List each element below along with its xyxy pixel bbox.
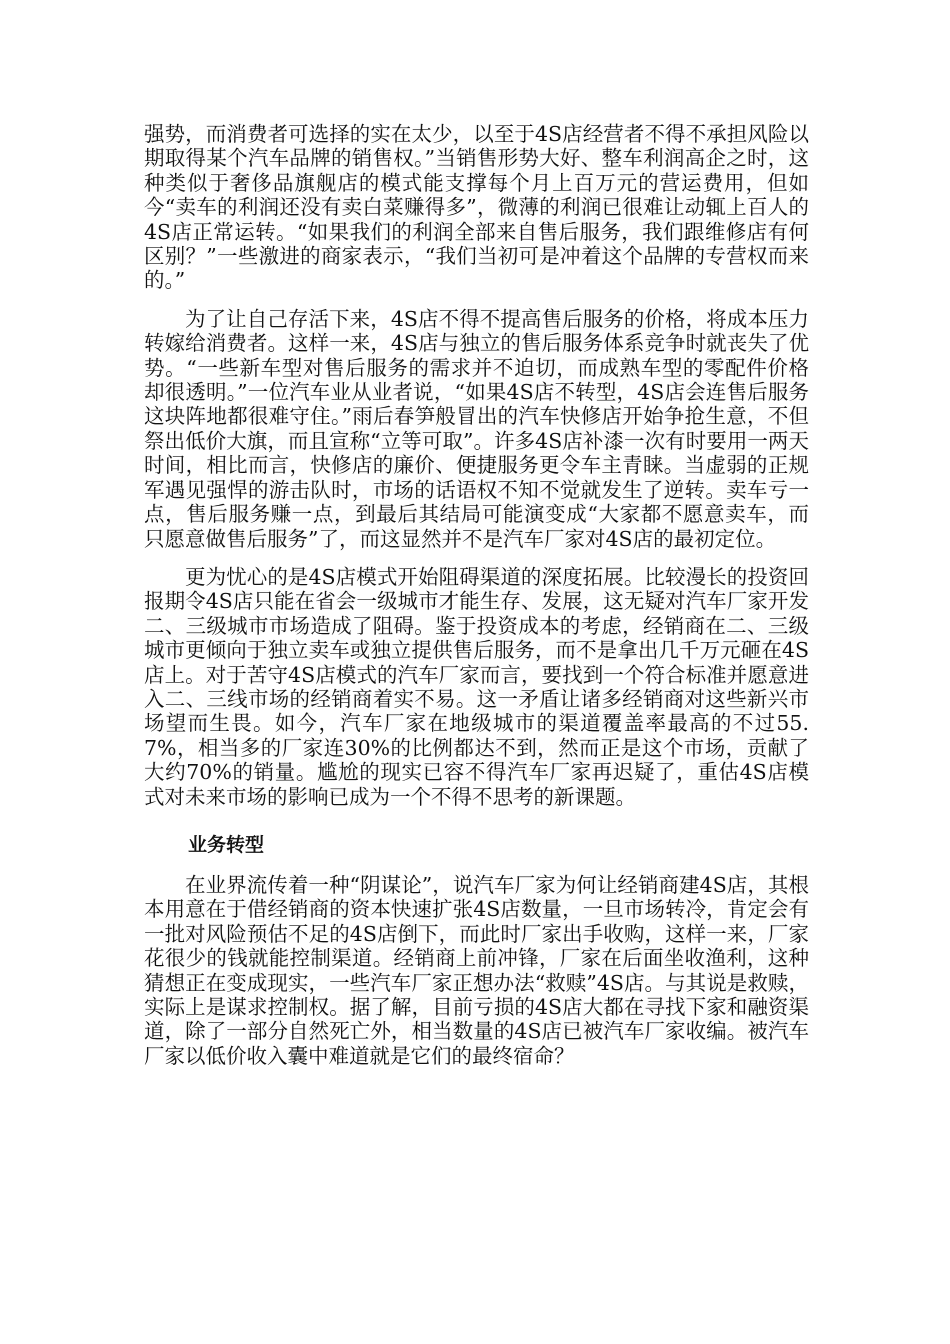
article-body bbox=[144, 122, 809, 1068]
section-heading: 业务转型 bbox=[188, 833, 265, 856]
paragraph-channel-expansion: 更为忧心的是4S店模式开始阻碍渠道的深度拓展。比较漫长的投资回报期令4S店只能在省会一级城市才能生存、发展，这无疑对汽车厂家开发二、三级城市市场造成了阻碍。鉴于投资成本的考虑，经销商在二、三级城市更倾向于独立卖车或独立提供售后服务，而不是拿出几千万元砸在4S店上。对于苦守4S店模式的汽车厂家而言，要找到一个符合标准并愿意进入二、三线市场的经销商着实不易。这一矛盾让诸多经销商对这些新兴市场望而生畏。如今，汽车厂家在地级城市的渠道覆盖率最高的不过55.7%，相当多的厂家连30%的比例都达不到，然而正是这个市场，贡献了大约70%的销量。尴尬的现实已容不得汽车厂家再迟疑了，重估4S店模式对未来市场的影响已成为一个不得不思考的新课题。 bbox=[144, 564, 809, 809]
paragraph-continued: 强势，而消费者可选择的实在太少，以至于4S店经营者不得不承担风险以期取得某个汽车品牌的销售权。”当销售形势大好、整车利润高企之时，这种类似于奢侈品旗舰店的模式能支撑每个月上百万元的营运费用，但如今“卖车的利润还没有卖白菜赚得多”，微薄的利润已很难让动辄上百人的4S店正常运转。“如果我们的利润全部来自售后服务，我们跟维修店有何区别？”一些激进的商家表示，“我们当初可是冲着这个品牌的专营权而来的。” bbox=[144, 122, 809, 293]
paragraph-service-pricing: 为了让自己存活下来，4S店不得不提高售后服务的价格，将成本压力转嫁给消费者。这样一来，4S店与独立的售后服务体系竞争时就丧失了优势。“一些新车型对售后服务的需求并不迫切，而成熟车型的零配件价格却很透明。”一位汽车业从业者说，“如果4S店不转型，4S店会连售后服务这块阵地都很难守住。”雨后春笋般冒出的汽车快修店开始争抢生意，不但祭出低价大旗，而且宣称“立等可取”。许多4S店补漆一次有时要用一两天时间，相比而言，快修店的廉价、便捷服务更令车主青睐。当虚弱的正规军遇见强悍的游击队时，市场的话语权不知不觉就发生了逆转。卖车亏一点，售后服务赚一点，到最后其结局可能演变成“大家都不愿意卖车，而只愿意做售后服务”了，而这显然并不是汽车厂家对4S店的最初定位。 bbox=[144, 306, 809, 551]
paragraph-business-transformation: 在业界流传着一种“阴谋论”，说汽车厂家为何让经销商建4S店，其根本用意在于借经销商的资本快速扩张4S店数量，一旦市场转冷，肯定会有一批对风险预估不足的4S店倒下，而此时厂家出手收购，这样一来，厂家花很少的钱就能控制渠道。经销商上前冲锋，厂家在后面坐收渔利，这种猜想正在变成现实，一些汽车厂家正想办法“救赎”4S店。与其说是救赎，实际上是谋求控制权。据了解，目前亏损的4S店大都在寻找下家和融资渠道，除了一部分自然死亡外，相当数量的4S店已被汽车厂家收编。被汽车厂家以低价收入囊中难道就是它们的最终宿命？ bbox=[144, 872, 809, 1068]
